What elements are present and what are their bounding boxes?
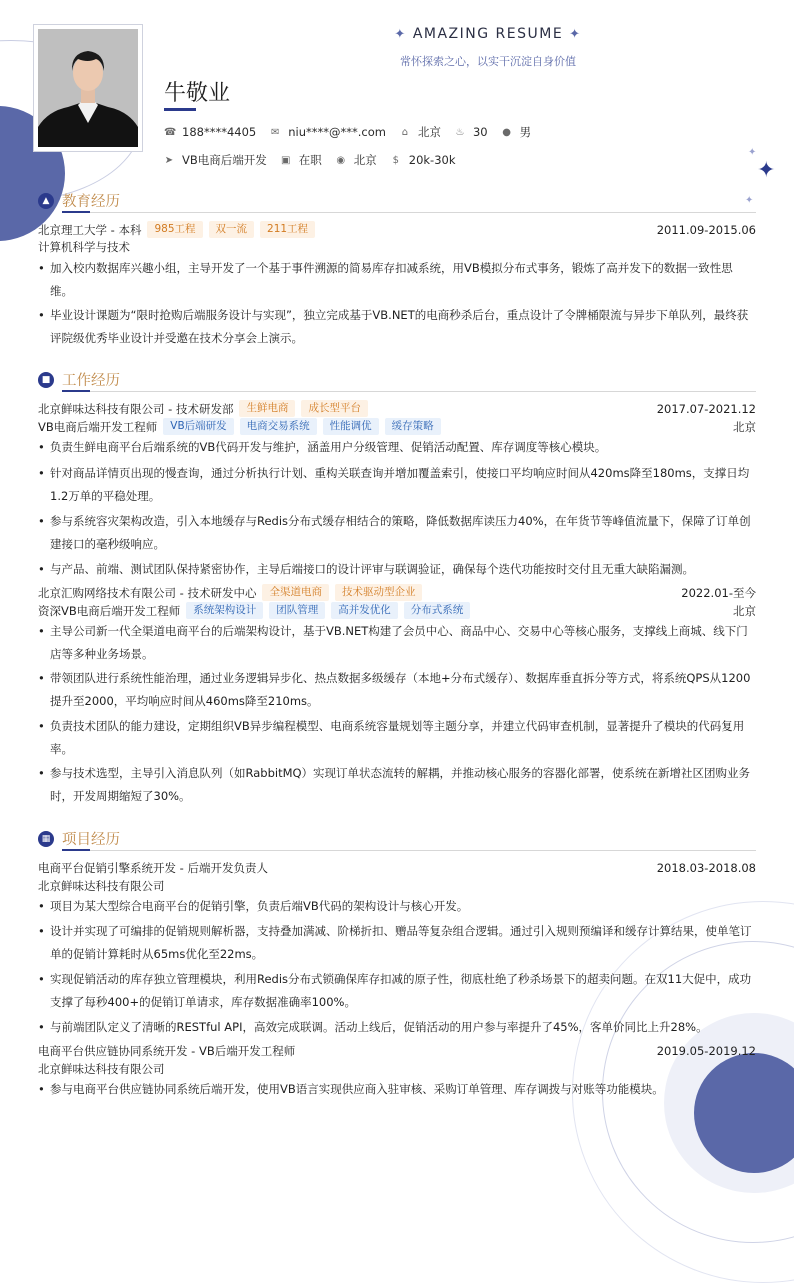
phone-text: 188****4405 [182,125,257,139]
job-header [38,584,756,601]
education-major-row [38,239,756,255]
company-tag: 生鲜电商 [239,400,295,417]
section-education [38,190,120,211]
resume-title [388,26,588,42]
school-tag: 双一流 [209,221,255,238]
target-position-text: VB电商后端开发 [182,153,267,167]
job-role: 资深VB电商后端开发工程师 [38,603,181,618]
resume-title-text: AMAZING RESUME [412,26,564,42]
education-header [38,221,756,238]
tagline: 常怀探索之心，以实干沉淀自身价值 [400,55,576,68]
section-title: 项目经历 [62,832,120,848]
salary [391,153,456,167]
grid-icon: ▦ [38,831,54,847]
project-company-row [38,1061,756,1077]
section-title: 教育经历 [62,194,120,210]
section-divider [62,850,756,851]
list-item: • 参与技术选型，主导引入消息队列（如RabbitMQ）实现订单状态流转的解耦，并推动核心服务的容器化部署，使系统在新增社区团购业务时，开发周期缩短了30%。 [38,762,754,807]
job-header [38,400,756,417]
skill-tag: VB后端研发 [163,418,233,435]
section-projects [38,828,120,849]
name-underline [164,108,196,111]
project-company: 北京鲜味达科技有限公司 [38,1062,165,1076]
list-item: • 负责技术团队的能力建设，定期组织VB异步编程模型、电商系统容量规划等主题分享，并建立代码审查机制，显著提升了模块的代码复用率。 [38,715,754,760]
target-position [164,152,267,168]
school-name: 北京理工大学 - 本科 [38,222,142,237]
company-name: 北京鲜味达科技有限公司 - 技术研发部 [38,401,234,416]
candidate-name: 牛敬业 [164,81,231,106]
job-role-row [38,418,756,435]
list-item: • 带领团队进行系统性能治理，通过业务逻辑异步化、热点数据多级缓存（本地+分布式缓存）、数据库垂直拆分等方式，将系统QPS从1200提升至2000，平均响应时间从460ms降至210ms。 [38,667,754,712]
gender-icon: ● [502,126,511,138]
list-item: • 参与电商平台供应链协同系统后端开发，使用VB语言实现供应商入驻审核、采购订单管理、库存调拨与对账等功能模块。 [38,1078,754,1101]
employment-status-text: 在职 [298,153,322,167]
project-period: 2018.03-2018.08 [656,861,756,875]
skill-tag: 分布式系统 [404,602,471,619]
sparkle-icon: ✦ [748,147,757,158]
section-divider-accent [62,849,90,851]
profile-photo [33,24,143,152]
list-item: • 主导公司新一代全渠道电商平台的后端架构设计，基于VB.NET构建了会员中心、商品中心、交易中心等核心服务，支撑线上商城、线下门店等多种业务场景。 [38,620,754,665]
skill-tag: 系统架构设计 [186,602,263,619]
project-title: 电商平台促销引擎系统开发 - 后端开发负责人 [38,861,268,875]
section-title: 工作经历 [62,373,120,389]
list-item: • 负责生鲜电商平台后端系统的VB代码开发与维护，涵盖用户分级管理、促销活动配置、库存调度等核心模块。 [38,436,754,459]
section-divider-accent [62,390,90,392]
hometown-text: 北京 [417,125,441,139]
age-text: 30 [472,125,488,139]
education-major: 计算机科学与技术 [38,240,130,254]
list-item: • 实现促销活动的库存独立管理模块，利用Redis分布式锁确保库存扣减的原子性，彻底杜绝了秒杀场景下的超卖问题。在双11大促中，成功支撑了每秒400+的促销订单请求，库存数据准确率100%。 [38,968,754,1013]
list-item: • 设计并实现了可编排的促销规则解析器，支持叠加满减、阶梯折扣、赠品等复杂组合逻辑。通过引入规则预编译和缓存计算结果，使单笔订单的促销计算耗时从65ms优化至22ms。 [38,920,754,965]
skill-tag: 电商交易系统 [240,418,317,435]
section-divider [62,212,756,213]
skill-tag: 性能调优 [323,418,379,435]
project-company: 北京鲜味达科技有限公司 [38,879,165,893]
project-title: 电商平台供应链协同系统开发 - VB后端开发工程师 [38,1044,296,1058]
job-city: 北京 [733,419,756,434]
briefcase-icon: ■ [38,372,54,388]
sparkle-icon: ✦ [394,27,407,42]
company-tag: 全渠道电商 [262,584,329,601]
salary-text: 20k-30k [408,153,456,167]
send-icon: ➤ [164,154,174,166]
company-tag: 成长型平台 [301,400,368,417]
avatar [38,29,138,147]
list-item: • 项目为某大型综合电商平台的促销引擎，负责后端VB代码的架构设计与核心开发。 [38,895,754,918]
email-text: niu****@***.com [288,125,386,139]
job-period: 2017.07-2021.12 [656,401,756,416]
cake-icon: ♨ [455,126,465,138]
school-tag: 985工程 [147,221,202,238]
gender [502,124,532,140]
contact-row [164,124,545,140]
skill-tag: 团队管理 [269,602,325,619]
project-company-row [38,878,756,894]
company-tag: 技术驱动型企业 [335,584,423,601]
section-work [38,369,120,390]
location-icon: ◉ [336,154,346,166]
age [455,125,488,139]
target-city [336,152,377,168]
hometown [400,124,441,140]
list-item: • 毕业设计课题为“限时抢购后端服务设计与实现”，独立完成基于VB.NET的电商秒杀后台，重点设计了令牌桶限流与异步下单队列，最终获评院级优秀毕业设计并受邀在技术分享会上演示。 [38,304,754,349]
project-header [38,860,756,876]
section-divider-accent [62,211,90,213]
list-item: • 加入校内数据库兴趣小组，主导开发了一个基于事件溯源的简易库存扣减系统，用VB模拟分布式事务，锻炼了高并发下的数据一致性思维。 [38,257,754,302]
skill-tag: 缓存策略 [385,418,441,435]
job-role-row [38,602,756,619]
job-role: VB电商后端开发工程师 [38,419,158,434]
sparkle-icon: ✦ [569,27,582,42]
briefcase-icon: ▣ [281,154,291,166]
project-header [38,1043,756,1059]
salary-icon: $ [392,154,399,166]
job-period: 2022.01-至今 [681,585,756,600]
phone-icon: ☎ [164,126,177,138]
graduation-cap-icon: ▲ [38,193,54,209]
school-tag: 211工程 [260,221,315,238]
sparkle-icon: ✦ [745,195,754,206]
section-divider [62,391,756,392]
home-icon: ⌂ [401,126,409,138]
list-item: • 参与系统容灾架构改造，引入本地缓存与Redis分布式缓存相结合的策略，降低数据库读压力40%，在年货节等峰值流量下，保障了订单创建接口的毫秒级响应。 [38,510,754,555]
skill-tag: 高并发优化 [331,602,398,619]
list-item: • 与前端团队定义了清晰的RESTful API，高效完成联调。活动上线后，促销活动的用户参与率提升了45%，客单价同比上升28%。 [38,1016,754,1039]
job-intent-row [164,152,470,168]
list-item: • 针对商品详情页出现的慢查询，通过分析执行计划、重构关联查询并增加覆盖索引，使接口平均响应时间从420ms降至180ms，支撑日均1.2万单的平稳处理。 [38,462,754,507]
list-item: • 与产品、前端、测试团队保持紧密协作，主导后端接口的设计评审与联调验证，确保每个迭代功能按时交付且无重大缺陷漏测。 [38,558,754,581]
target-city-text: 北京 [353,153,377,167]
mail-icon: ✉ [271,126,280,138]
gender-text: 男 [519,125,532,139]
phone [164,125,256,139]
job-city: 北京 [733,603,756,618]
sparkle-icon: ✦ [757,158,776,183]
project-period: 2019.05-2019.12 [656,1044,756,1058]
email [270,125,386,139]
education-period: 2011.09-2015.06 [656,222,756,237]
employment-status [281,152,322,168]
company-name: 北京汇购网络技术有限公司 - 技术研发中心 [38,585,257,600]
